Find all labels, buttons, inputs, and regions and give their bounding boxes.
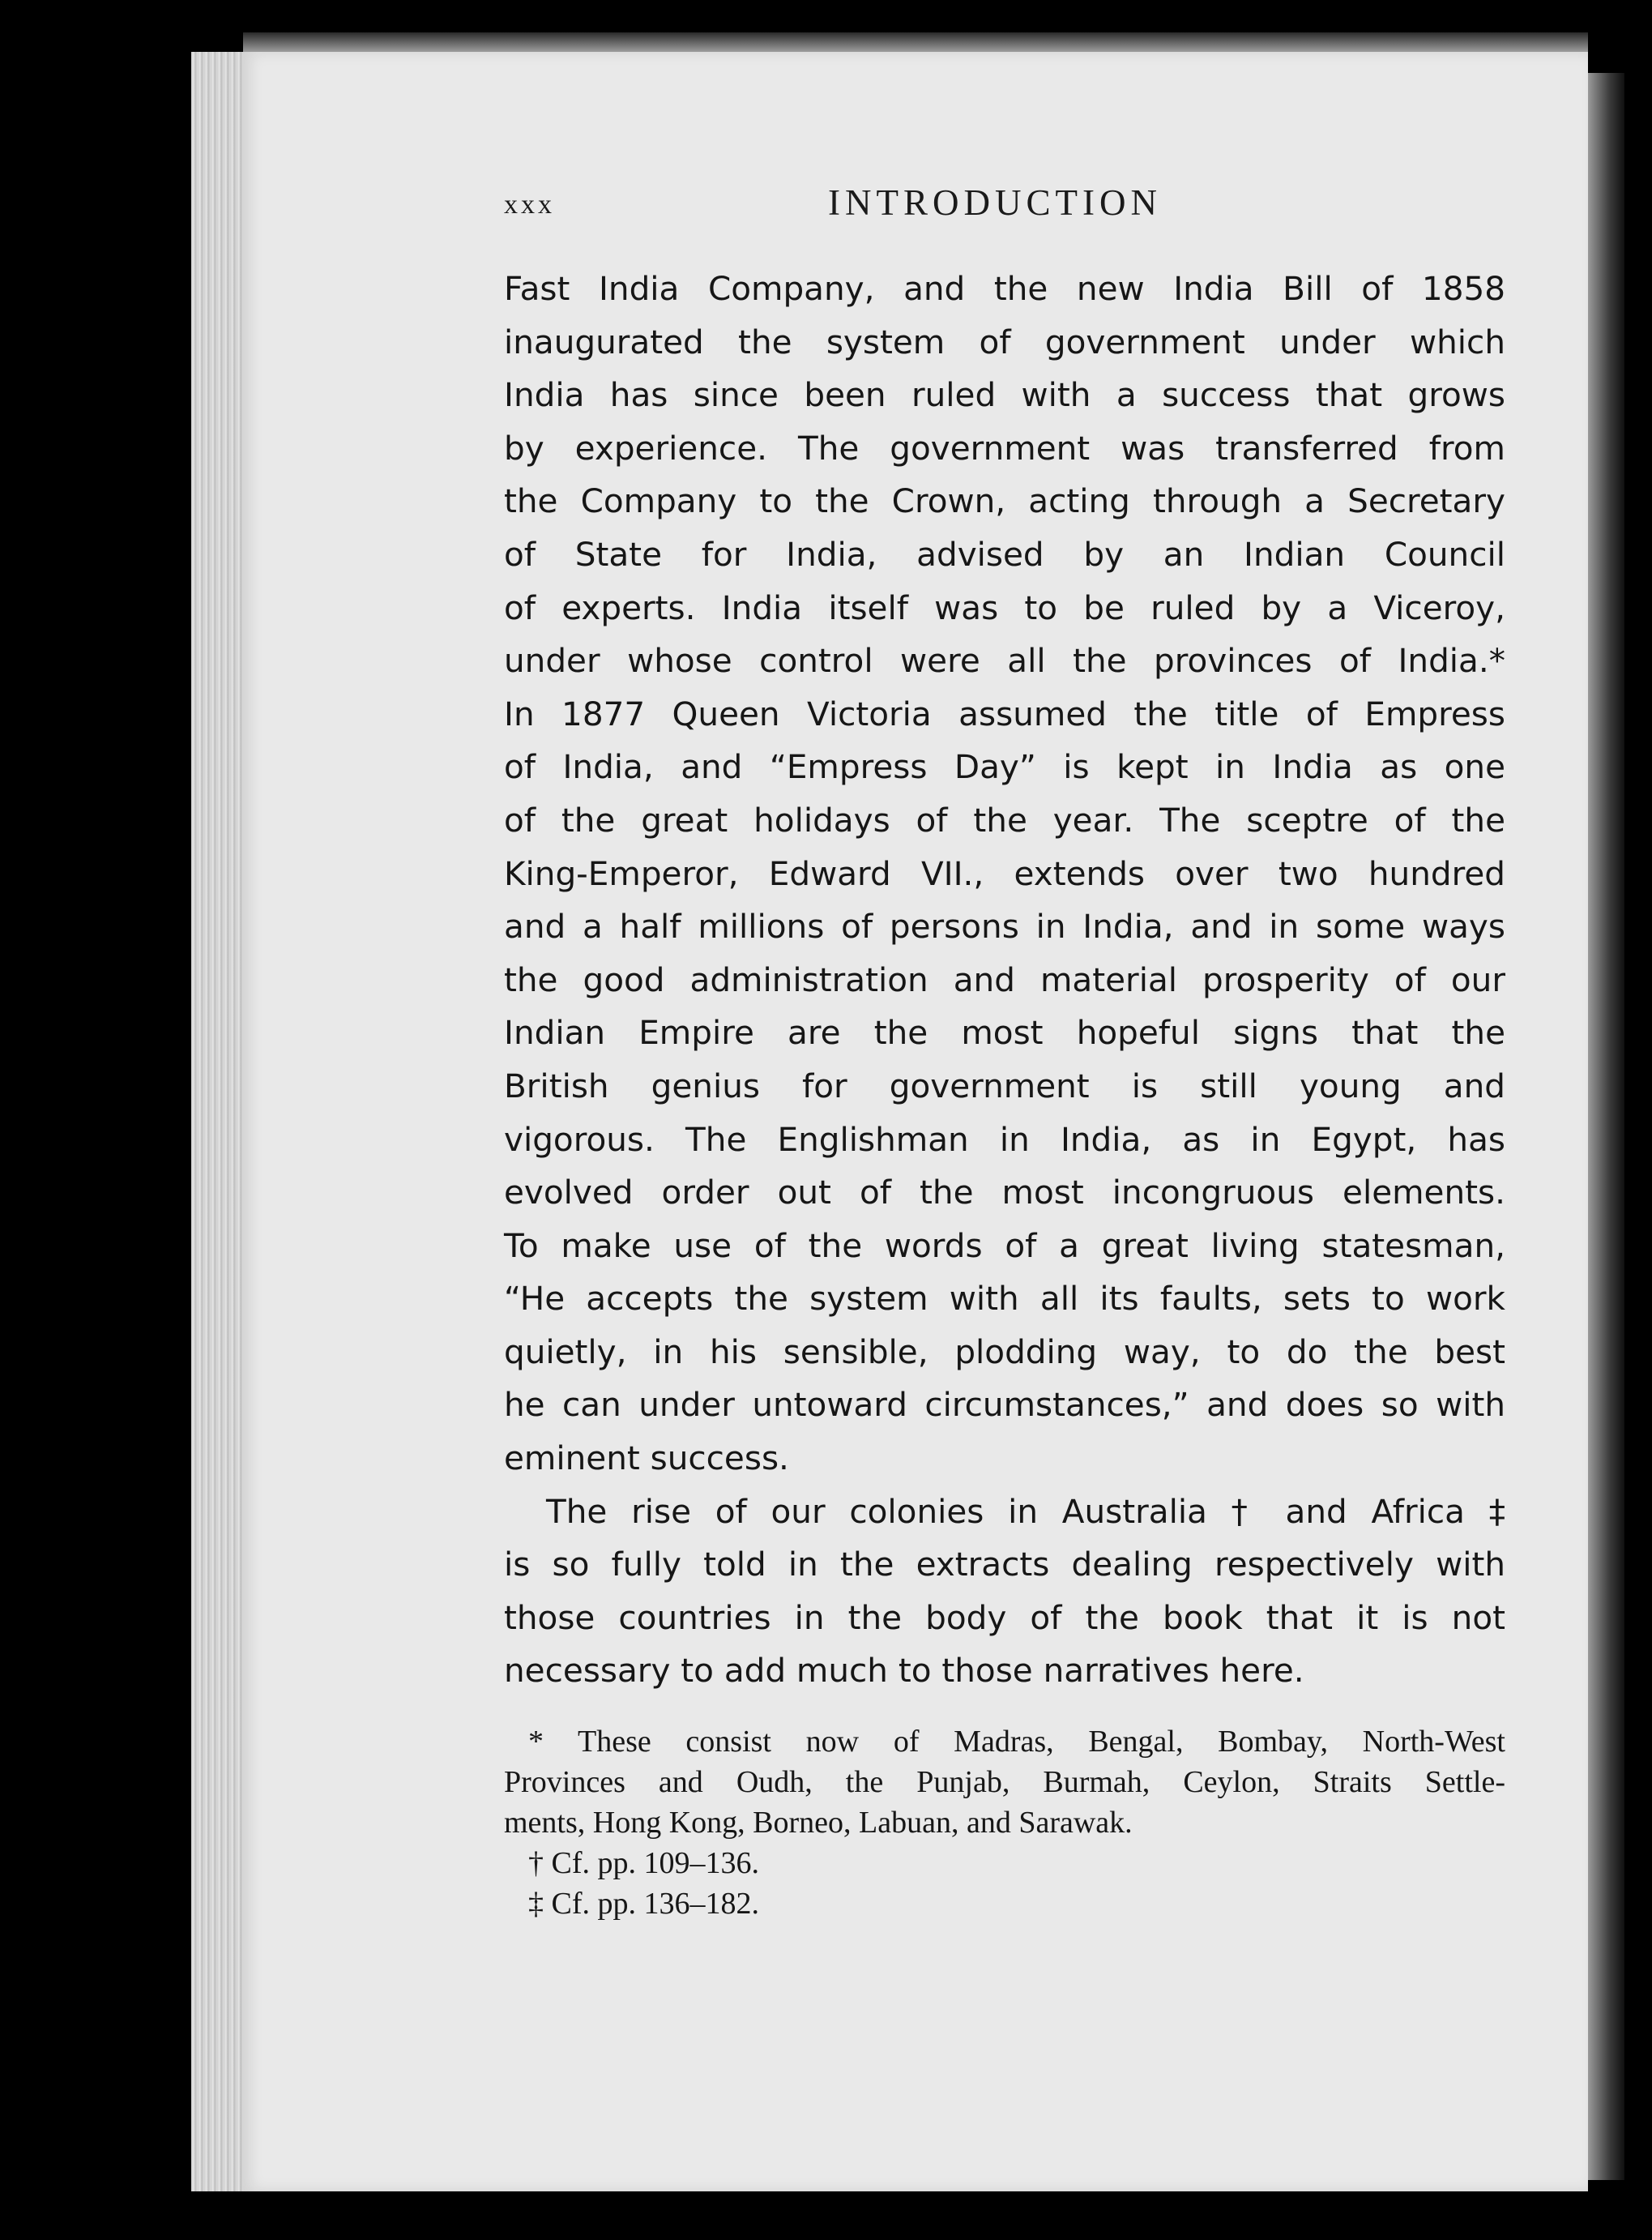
- text-line: the good administration and material prosperity of our: [504, 960, 1505, 999]
- text-line: evolved order out of the most incongruous elements.: [504, 1173, 1505, 1212]
- text-line: necessary to add much to those narratives here.: [504, 1651, 1304, 1691]
- text-line: of India, and “Empress Day” is kept in India as one: [504, 747, 1505, 787]
- text-line: To make use of the words of a great living statesman,: [504, 1225, 1505, 1265]
- text-line: he can under untoward circumstances,” and does so with: [504, 1385, 1505, 1425]
- book-binding-edge: [1588, 73, 1624, 2180]
- footnote-line: * These consist now of Madras, Bengal, Bombay, North-West: [528, 1725, 1505, 1759]
- body-text: [504, 263, 1505, 1698]
- text-line: under whose control were all the provinces of India.*: [504, 641, 1505, 681]
- text-line: quietly, in his sensible, plodding way, to do the best: [504, 1332, 1505, 1371]
- footnote-line: ments, Hong Kong, Borneo, Labuan, and Sarawak.: [504, 1806, 1133, 1840]
- text-line: of the great holidays of the year. The sceptre of the: [504, 800, 1505, 840]
- page-number: xxx: [504, 190, 555, 220]
- text-line: In 1877 Queen Victoria assumed the title of Empress: [504, 694, 1505, 733]
- text-line: the Company to the Crown, acting through a Secretary: [504, 481, 1505, 521]
- text-line: is so fully told in the extracts dealing respectively with: [504, 1545, 1505, 1584]
- text-line: of State for India, advised by an Indian Council: [504, 534, 1505, 574]
- text-line: by experience. The government was transferred from: [504, 428, 1505, 468]
- text-line: British genius for government is still young and: [504, 1066, 1505, 1105]
- text-line: The rise of our colonies in Australia † and Africa ‡: [546, 1491, 1505, 1531]
- text-line: and a half millions of persons in India, and in some ways: [504, 907, 1505, 947]
- text-line: of experts. India itself was to be ruled by a Viceroy,: [504, 588, 1505, 627]
- text-line: eminent success.: [504, 1438, 789, 1478]
- text-line: those countries in the body of the book that it is not: [504, 1597, 1505, 1637]
- text-line: inaugurated the system of government under which: [504, 322, 1505, 361]
- footnotes: [504, 1721, 1505, 1924]
- text-line: vigorous. The Englishman in India, as in Egypt, has: [504, 1119, 1505, 1159]
- running-head: INTRODUCTION: [828, 182, 1162, 223]
- footnote-line: † Cf. pp. 109–136.: [528, 1846, 759, 1880]
- footnote-line: ‡ Cf. pp. 136–182.: [528, 1887, 759, 1921]
- footnote-line: Provinces and Oudh, the Punjab, Burmah, Ceylon, Straits Settle-: [504, 1765, 1505, 1799]
- text-line: King-Emperor, Edward VII., extends over two hundred: [504, 853, 1505, 893]
- page-header: [504, 182, 1505, 230]
- text-line: “He accepts the system with all its faults, sets to work: [504, 1279, 1505, 1319]
- text-line: Indian Empire are the most hopeful signs that the: [504, 1013, 1505, 1053]
- text-line: India has since been ruled with a success that grows: [504, 375, 1505, 415]
- text-line: Fast India Company, and the new India Bill of 1858: [504, 269, 1505, 308]
